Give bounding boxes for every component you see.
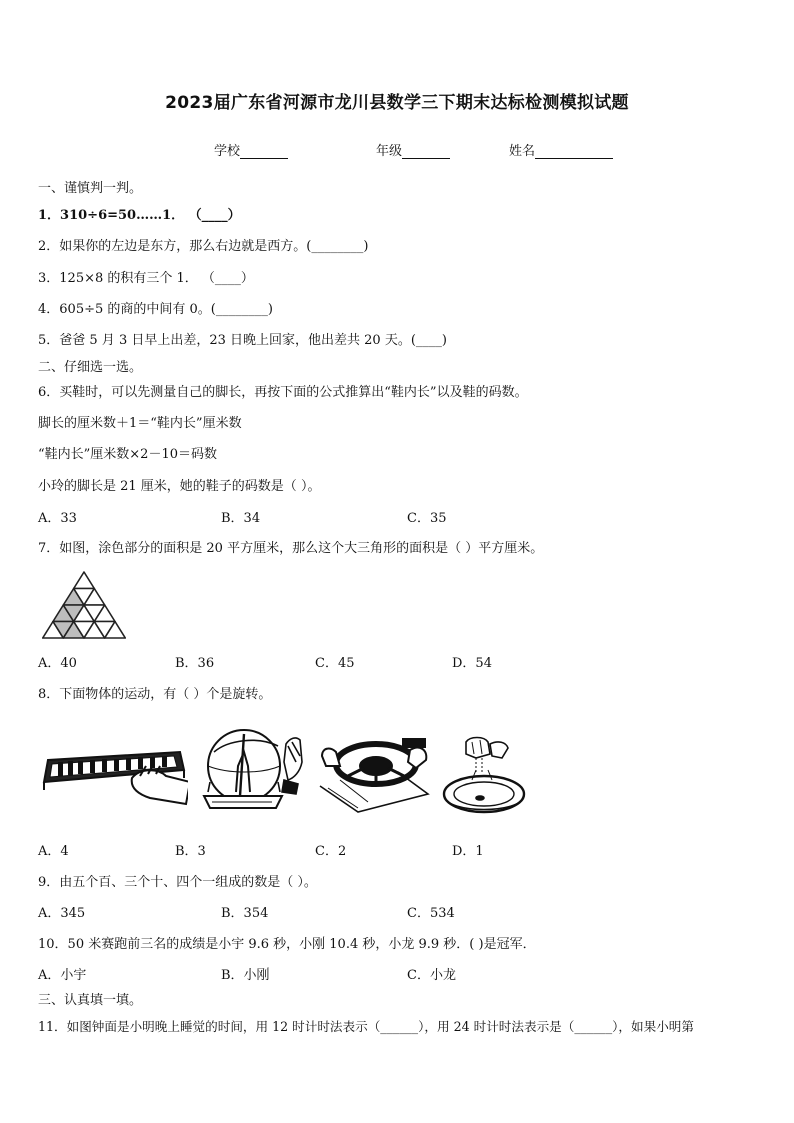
question-10-stem: 10．50 米赛跑前三名的成绩是小宇 9.6 秒，小刚 10.4 秒，小龙 9.9 秒．( )是冠军． xyxy=(38,937,536,952)
q7-option-b[interactable]: B．36 xyxy=(175,656,215,671)
q8-option-c[interactable]: C．2 xyxy=(315,844,347,859)
q10-option-b[interactable]: B．小刚 xyxy=(221,968,270,983)
question-1: 1．310÷6=50……1． （____） xyxy=(38,208,241,223)
grade-blank[interactable] xyxy=(402,144,450,159)
section-1-heading: 一、谨慎判一判。 xyxy=(38,181,143,196)
q6-option-a[interactable]: A．33 xyxy=(38,511,77,526)
steering-wheel-image xyxy=(318,736,430,816)
question-3: 3．125×8 的积有三个 1． （____） xyxy=(38,271,254,286)
triangle-figure xyxy=(42,570,126,640)
section-3-heading: 三、认真填一填。 xyxy=(38,993,143,1008)
q9-option-b[interactable]: B．354 xyxy=(221,906,269,921)
q7-option-d[interactable]: D．54 xyxy=(452,656,492,671)
q8-option-b[interactable]: B．3 xyxy=(175,844,206,859)
school-label: 学校 xyxy=(214,144,241,159)
section-2-heading: 二、仔细选一选。 xyxy=(38,360,143,375)
q6-option-c[interactable]: C．35 xyxy=(407,511,447,526)
q8-option-a[interactable]: A．4 xyxy=(38,844,69,859)
q9-option-c[interactable]: C．534 xyxy=(407,906,455,921)
question-9-stem: 9．由五个百、三个十、四个一组成的数是（ ）。 xyxy=(38,875,317,890)
question-8-stem: 8．下面物体的运动，有（ ）个是旋转。 xyxy=(38,687,272,702)
q10-option-c[interactable]: C．小龙 xyxy=(407,968,456,983)
grade-label: 年级 xyxy=(376,144,403,159)
question-6-formula-1: 脚长的厘米数＋1＝“鞋内长”厘米数 xyxy=(38,416,242,431)
q8-option-d[interactable]: D．1 xyxy=(452,844,484,859)
question-5: 5．爸爸 5 月 3 日早上出差，23 日晚上回家，他出差共 20 天。(____) xyxy=(38,333,447,348)
globe-image xyxy=(200,722,312,814)
page-title: 2023届广东省河源市龙川县数学三下期末达标检测模拟试题 xyxy=(165,93,629,113)
question-4: 4．605÷5 的商的中间有 0。(________) xyxy=(38,302,273,317)
q9-option-a[interactable]: A．345 xyxy=(38,906,86,921)
question-6-ask: 小玲的脚长是 21 厘米，她的鞋子的码数是（ ）。 xyxy=(38,479,321,494)
name-label: 姓名 xyxy=(509,144,536,159)
faucet-image xyxy=(436,734,532,824)
question-6-stem: 6．买鞋时，可以先测量自己的脚长，再按下面的公式推算出“鞋内长”以及鞋的码数。 xyxy=(38,385,528,400)
name-blank[interactable] xyxy=(535,144,613,159)
question-6-formula-2: “鞋内长”厘米数×2－10＝码数 xyxy=(38,447,217,462)
name-field[interactable] xyxy=(509,140,613,159)
school-blank[interactable] xyxy=(240,144,288,159)
school-field[interactable] xyxy=(214,140,288,159)
question-2: 2．如果你的左边是东方，那么右边就是西方。(________) xyxy=(38,239,369,254)
grade-field[interactable] xyxy=(376,140,450,159)
q6-option-b[interactable]: B．34 xyxy=(221,511,261,526)
q7-option-c[interactable]: C．45 xyxy=(315,656,355,671)
q10-option-a[interactable]: A．小宇 xyxy=(38,968,87,983)
question-11: 11．如图钟面是小明晚上睡觉的时间，用 12 时计时法表示（______），用 24 时计时法表示是（______），如果小明第 xyxy=(38,1019,694,1034)
q7-option-a[interactable]: A．40 xyxy=(38,656,77,671)
abacus-image xyxy=(40,738,188,808)
question-7-stem: 7．如图，涂色部分的面积是 20 平方厘米，那么这个大三角形的面积是（ ）平方厘米。 xyxy=(38,541,544,556)
